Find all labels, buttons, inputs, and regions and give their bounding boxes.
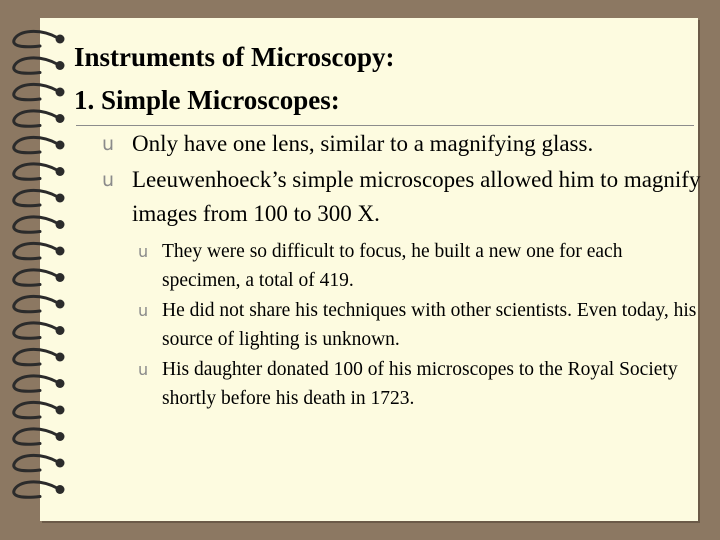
binding-hole [56, 459, 65, 468]
sub-bullet-text: They were so difficult to focus, he built a new one for each specimen, a total of 419. [162, 241, 623, 291]
binding-ring [14, 402, 58, 417]
binding-hole [56, 220, 65, 229]
sub-bullet-marker: u [138, 301, 149, 320]
bullet-text: Leeuwenhoeck’s simple microscopes allowed him to magnify images from 100 to 300 X. [132, 167, 701, 226]
bullet-item [102, 127, 702, 161]
binding-hole [56, 194, 65, 203]
sub-bullet-marker: u [138, 360, 149, 379]
binding-ring [14, 376, 58, 391]
bullet-marker: u [102, 133, 115, 155]
sub-bullet-item [138, 296, 702, 354]
binding-ring [14, 217, 58, 232]
binding-ring [14, 296, 58, 311]
binding-hole [56, 114, 65, 123]
binding-hole [56, 432, 65, 441]
binding-ring [14, 164, 58, 179]
binding-ring [14, 270, 58, 285]
binding-hole [56, 247, 65, 256]
title-line-2: 1. Simple Microscopes: [74, 85, 340, 115]
sub-bullet-text: His daughter donated 100 of his microscopes to the Royal Society shortly before his death in 1723. [162, 359, 678, 409]
binding-ring [14, 58, 58, 73]
binding-ring [14, 31, 58, 46]
binding-ring [14, 111, 58, 126]
binding-hole [56, 379, 65, 388]
spiral-binding-icon [0, 0, 80, 540]
binding-ring [14, 455, 58, 470]
binding-hole [56, 61, 65, 70]
binding-ring [14, 349, 58, 364]
bullet-item [102, 163, 702, 231]
binding-hole [56, 141, 65, 150]
title-divider [76, 125, 694, 126]
sub-bullet-text: He did not share his techniques with other scientists. Even today, his source of lighting is unknown. [162, 300, 697, 350]
sub-bullet-item [138, 237, 702, 295]
bullet-list [102, 127, 702, 233]
binding-hole [56, 300, 65, 309]
binding-hole [56, 406, 65, 415]
sub-bullet-item [138, 355, 702, 413]
binding-hole [56, 326, 65, 335]
binding-ring [14, 429, 58, 444]
bullet-text: Only have one lens, similar to a magnifying glass. [132, 131, 594, 156]
binding-ring [14, 190, 58, 205]
bullet-marker: u [102, 169, 115, 191]
binding-hole [56, 273, 65, 282]
binding-ring [14, 243, 58, 258]
binding-hole [56, 35, 65, 44]
binding-hole [56, 88, 65, 97]
binding-ring [14, 137, 58, 152]
slide-title [74, 38, 394, 119]
binding-ring [14, 323, 58, 338]
binding-hole [56, 353, 65, 362]
binding-ring [14, 84, 58, 99]
binding-hole [56, 167, 65, 176]
sub-bullet-list [102, 237, 702, 414]
sub-bullet-marker: u [138, 242, 149, 261]
binding-ring [14, 482, 58, 497]
binding-hole [56, 485, 65, 494]
title-line-1: Instruments of Microscopy: [74, 42, 395, 72]
